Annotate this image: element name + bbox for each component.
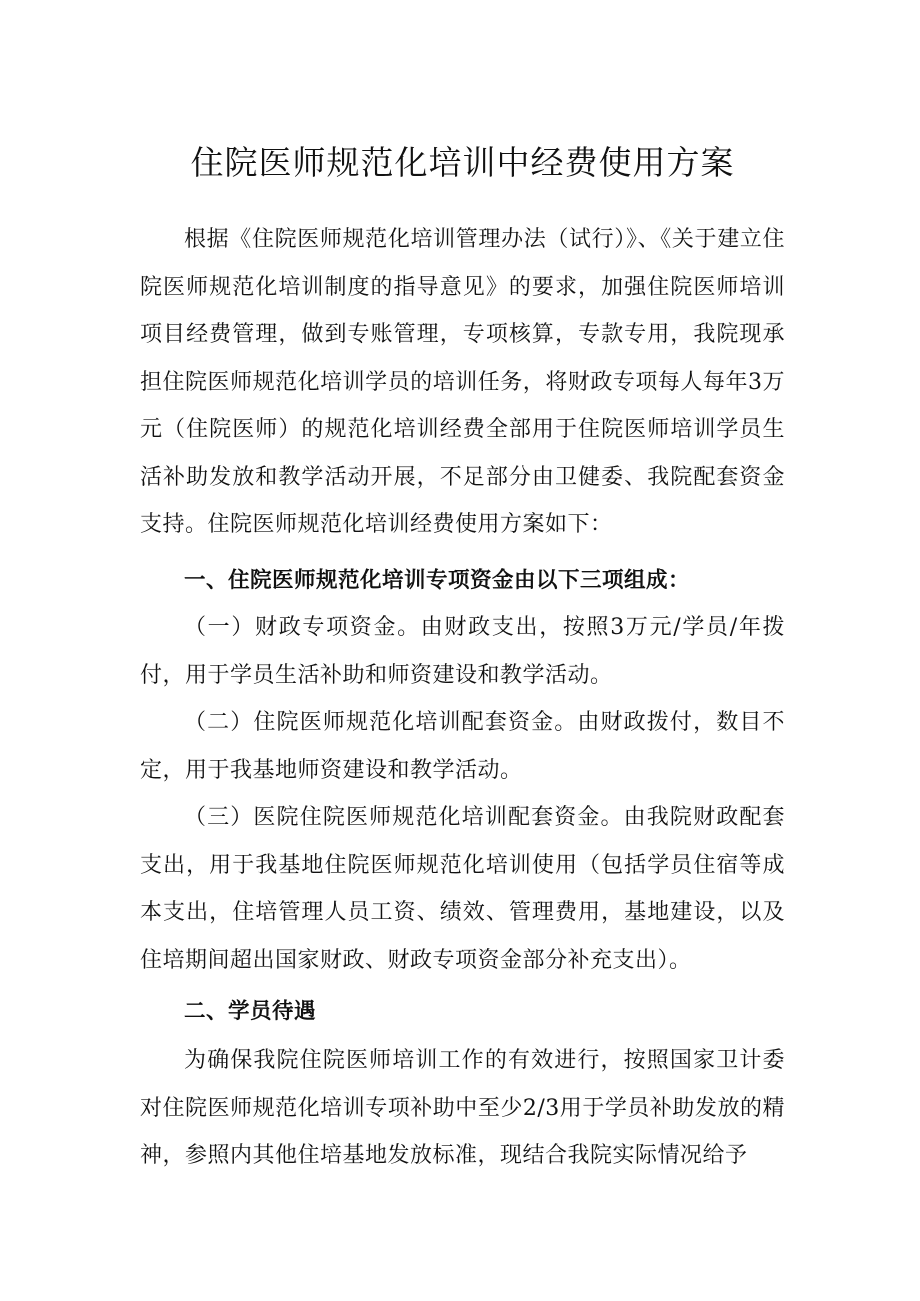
intro-paragraph: 根据《住院医师规范化培训管理办法（试行）》、《关于建立住院医师规范化培训制度的指导意见》的要求，加强住院医师培训项目经费管理，做到专账管理，专项核算，专款专用，我院现承担住院医师规范化培训学员的培训任务，将财政专项每人每年3万元（住院医师）的规范化培训经费全部用于住院医师培训学员生活补助发放和教学活动开展，不足部分由卫健委、我院配套资金支持。住院医师规范化培训经费使用方案如下： <box>140 227 785 537</box>
section-2-paragraph: 为确保我院住院医师培训工作的有效进行，按照国家卫计委对住院医师规范化培训专项补助中至少2/3用于学员补助发放的精神，参照内其他住培基地发放标准，现结合我院实际情况给予 <box>140 1048 785 1168</box>
section-1-heading: 一、住院医师规范化培训专项资金由以下三项组成： <box>184 568 691 593</box>
section-1-item-1: （一）财政专项资金。由财政支出，按照3万元/学员/年拨付，用于学员生活补助和师资建设和教学活动。 <box>140 615 785 688</box>
section-1-item-2: （二）住院医师规范化培训配套资金。由财政拨付，数目不定，用于我基地师资建设和教学活动。 <box>140 710 785 783</box>
section-2-heading: 二、学员待遇 <box>184 999 317 1024</box>
document-title: 住院医师规范化培训中经费使用方案 <box>190 143 735 182</box>
section-1-item-3: （三）医院住院医师规范化培训配套资金。由我院财政配套支出，用于我基地住院医师规范化培训使用（包括学员住宿等成本支出，住培管理人员工资、绩效、管理费用，基地建设，以及住培期间超出国家财政、财政专项资金部分补充支出）。 <box>140 805 785 973</box>
